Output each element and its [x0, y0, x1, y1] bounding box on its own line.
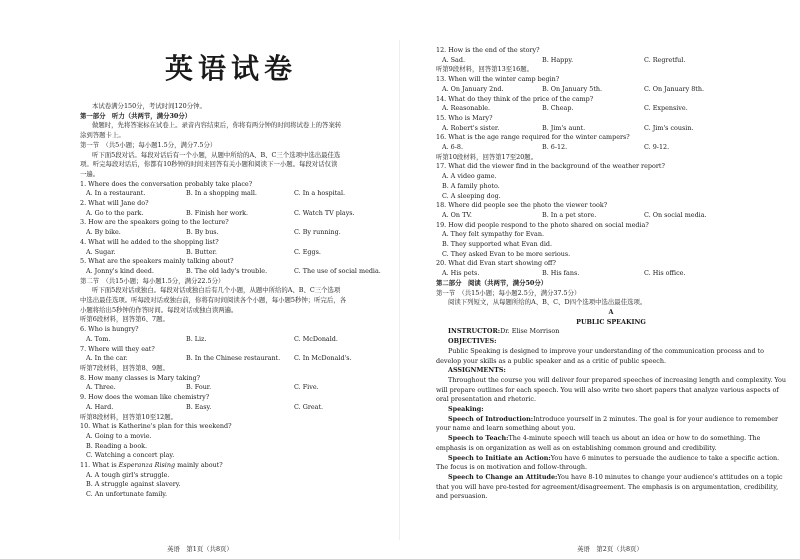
- options-row: [436, 85, 786, 95]
- option-a: A. They felt sympathy for Evan.: [442, 230, 544, 239]
- question-2: [80, 199, 382, 218]
- speech-text: Introduce yourself in 2 minutes. The goal is for your audience to remember your name and learn something about you.: [436, 414, 779, 433]
- part2-section1-instruction: 阅读下列短文，从每题所给的A、B、C、D四个选项中选出最佳选项。: [448, 298, 647, 307]
- material-label: 听第9段材料，回答第13至16题。: [436, 65, 534, 74]
- question-8: [80, 374, 382, 393]
- question-15: [436, 114, 786, 133]
- options-row: [80, 228, 382, 238]
- material-label: 听第8段材料，回答第10至12题。: [80, 412, 178, 421]
- question-text: 20. What did Evan start showing off?: [436, 259, 556, 268]
- question-text: 6. Who is hungry?: [80, 325, 139, 334]
- option-c: C. Watching a concert play.: [86, 451, 175, 460]
- option-c: C. Regretful.: [644, 55, 686, 64]
- question-text: 14. What do they think of the price of the camp?: [436, 94, 594, 103]
- option-c: C. 9-12.: [644, 143, 670, 152]
- option-b: B. Finish her work.: [186, 208, 249, 217]
- option-c: C. In a hospital.: [294, 189, 346, 198]
- option-b: B. A struggle against slavery.: [86, 480, 181, 489]
- options-row: [80, 209, 382, 219]
- question-text: [80, 461, 382, 471]
- option-b: B. 6-12.: [542, 143, 568, 152]
- objectives-label: OBJECTIVES:: [448, 337, 497, 346]
- option-a: A. On January 2nd.: [442, 84, 504, 93]
- section2-instruction: 小题将给出5秒钟的作答时间。每段对话或独白读两遍。: [80, 305, 238, 314]
- question-9: [80, 393, 382, 412]
- option-c: C. On social media.: [644, 210, 707, 219]
- option-b: B. Liz.: [186, 334, 207, 343]
- speech-initiate-action: [436, 454, 786, 473]
- option-b: B. They supported what Evan did.: [442, 240, 552, 249]
- options-row: [80, 354, 382, 364]
- option-a: A. On TV.: [442, 210, 472, 219]
- option-b: B. Reading a book.: [86, 441, 148, 450]
- speech-introduction: [436, 415, 786, 434]
- part2-section1-heading: 第一节 （共15小题；每小题2.5分，满分37.5分）: [436, 288, 581, 297]
- question-text: 15. Who is Mary?: [436, 113, 493, 122]
- option-a: A. Jonny's kind deed.: [86, 266, 154, 275]
- question-text: 10. What is Katherine's plan for this weekend?: [80, 422, 232, 431]
- material-label: 听第6段材料，回答第6、7题。: [80, 315, 169, 324]
- question-17: [436, 162, 786, 201]
- reading-passage-a: [436, 308, 786, 502]
- question-19: [436, 221, 786, 260]
- option-b: B. Butter.: [186, 247, 217, 256]
- option-c: C. His office.: [644, 269, 686, 278]
- question-6: [80, 325, 382, 344]
- option-b: B. Happy.: [542, 55, 574, 64]
- book-title: Esperanza Rising: [118, 461, 176, 470]
- option-c: C. By running.: [294, 228, 341, 237]
- option-c: C. In McDonald's.: [294, 354, 352, 363]
- option-a: A. His pets.: [442, 269, 480, 278]
- exam-intro: 本试卷满分150分，考试时间120分钟。: [92, 102, 206, 110]
- section2-heading: 第二节 （共15小题；每小题1.5分，满分22.5分）: [80, 276, 225, 285]
- question-text: 16. What is the age range required for the winter campers?: [436, 133, 630, 142]
- speaking-label: Speaking:: [448, 405, 484, 414]
- option-c: C. A sleeping dog.: [442, 191, 501, 200]
- question-16: [436, 133, 786, 152]
- option-c: C. Eggs.: [294, 247, 321, 256]
- options-row: [436, 56, 786, 66]
- part2-heading: 第二部分 阅读（共两节，满分50分）: [436, 278, 548, 287]
- question-text: 8. How many classes is Mary taking?: [80, 373, 201, 382]
- option-b: B. The old lady's trouble.: [186, 266, 268, 275]
- option-b: B. A family photo.: [442, 181, 500, 190]
- question-20: [436, 259, 786, 278]
- option-c: C. On January 8th.: [644, 84, 705, 93]
- question-text: 18. Where did people see the photo the viewer took?: [436, 201, 608, 210]
- question-text: 2. What will Jane do?: [80, 199, 149, 208]
- section1-instruction: 一遍。: [80, 169, 100, 178]
- options-row: [80, 403, 382, 413]
- options-row: [436, 269, 786, 279]
- question-10: [80, 422, 382, 461]
- option-a: A. In a restaurant.: [86, 189, 146, 198]
- part1-instruction: 做题时，先将答案标在试卷上。录音内容结束后，你将有两分钟的时间将试卷上的答案转: [92, 121, 342, 130]
- section2-instruction: 中选出最佳选项。听每段对话或独白前，你将有时间阅读各个小题，每小题5秒钟；听完后，各: [80, 296, 347, 305]
- option-c: C. Great.: [294, 402, 324, 411]
- assignments-label: ASSIGNMENTS:: [448, 366, 506, 375]
- option-a: A. Tom.: [86, 334, 111, 343]
- question-18: [436, 201, 786, 220]
- question-text: 17. What did the viewer find in the background of the weather report?: [436, 162, 665, 171]
- page-footer: 英语 第2页（共8页）: [577, 545, 643, 553]
- page-footer: 英语 第1页（共8页）: [167, 545, 233, 553]
- options-row: [80, 189, 382, 199]
- option-b: B. In the Chinese restaurant.: [186, 354, 281, 363]
- material-label: 听第10段材料，回答第17至20题。: [436, 152, 538, 161]
- section2-instruction: 听下面5段对话或独白。每段对话或独白后有几个小题，从题中所给的A、B、C三个选项: [92, 286, 341, 295]
- option-c: C. An unfortunate family.: [86, 490, 168, 499]
- speech-label: Speech of Introduction:: [448, 414, 534, 423]
- part1-heading: 第一部分 听力（共两节，满分30分）: [80, 111, 192, 120]
- speech-label: Speech to Change an Attitude:: [448, 472, 558, 481]
- question-text: 5. What are the speakers mainly talking about?: [80, 257, 234, 266]
- speech-text: The 4-minute speech will teach us about an idea or how to do something. The emphasis is on organization as well as on establishing common ground and credibility.: [436, 434, 761, 452]
- option-a: A. Sad.: [442, 55, 465, 64]
- speech-text: You have 6 minutes to persuade the audience to take a specific action. The focus is on motivation and follow-through.: [436, 453, 780, 472]
- question-text: 4. What will he added to the shopping list?: [80, 237, 219, 246]
- option-a: A. Sugar.: [86, 247, 116, 256]
- page-2: [400, 0, 800, 559]
- question-text: 13. When will the winter camp begin?: [436, 75, 560, 84]
- section1-instruction: 项。听完每段对话后，你都有10秒钟的时间来回答有关小题和阅读下一小题。每段对话仅读: [80, 160, 338, 169]
- question-text: 19. How did people respond to the photo shared on social media?: [436, 220, 649, 229]
- page-title: 英语试卷: [164, 52, 297, 85]
- question-text-end: mainly about?: [175, 461, 223, 470]
- speech-text: You have 8-10 minutes to change your audience's attitudes on a topic that you will have pre-tested for agreement/disagreement. The emphasis is on argumentation, credibility, and persuasion.: [436, 472, 783, 501]
- assignments-text: Throughout the course you will deliver four prepared speeches of increasing length and complexity. You will prepare outlines for each speech. You will also write two short papers that analyze various aspects of oral presentation and rhetoric.: [436, 375, 786, 404]
- option-b: B. By bus.: [186, 228, 219, 237]
- option-b: B. Easy.: [186, 402, 212, 411]
- question-text: 1. Where does the conversation probably take place?: [80, 179, 253, 188]
- option-b: B. Cheap.: [542, 104, 574, 113]
- option-c: C. They asked Evan to be more serious.: [442, 249, 571, 258]
- question-text: 9. How does the woman like chemistry?: [80, 393, 210, 402]
- option-a: A. By bike.: [86, 228, 121, 237]
- question-text: 7. Where will they eat?: [80, 344, 155, 353]
- option-a: A. Robert's sister.: [442, 123, 500, 132]
- option-b: B. His fans.: [542, 269, 580, 278]
- instructor-label: INSTRUCTOR:: [448, 327, 501, 336]
- options-row: [80, 267, 382, 277]
- option-c: C. Watch TV plays.: [294, 208, 355, 217]
- question-13: [436, 75, 786, 94]
- objectives-text: Public Speaking is designed to improve your understanding of the communication process and to develop your skills as a public speaker and as a critic of public speech.: [436, 346, 764, 365]
- option-c: C. Jim's cousin.: [644, 123, 694, 132]
- question-7: [80, 345, 382, 364]
- options-row: [436, 143, 786, 153]
- option-c: C. The use of social media.: [294, 266, 381, 275]
- part1-instruction: 涂到答题卡上。: [80, 131, 125, 140]
- question-11: [80, 461, 382, 500]
- passage-letter: A: [608, 307, 614, 316]
- speech-teach: [436, 434, 786, 453]
- options-row: [436, 104, 786, 114]
- instructor-name: Dr. Elise Morrison: [500, 327, 560, 336]
- option-c: C. Expensive.: [644, 104, 688, 113]
- question-1: [80, 180, 382, 199]
- option-a: A. 6-8.: [442, 143, 464, 152]
- options-row: [80, 248, 382, 258]
- question-4: [80, 238, 382, 257]
- question-text: 3. How are the speakers going to the lecture?: [80, 218, 229, 227]
- option-c: C. Five.: [294, 383, 319, 392]
- question-12: [436, 46, 786, 65]
- speech-label: Speech to Teach:: [448, 434, 509, 443]
- section1-instruction: 听下面5段对话。每段对话后有一个小题，从题中所给的A、B、C三个选项中选出最佳选: [92, 150, 341, 159]
- speech-change-attitude: [436, 473, 786, 502]
- question-14: [436, 95, 786, 114]
- speech-label: Speech to Initiate an Action:: [448, 453, 551, 462]
- option-a: A. Go to the park.: [86, 208, 144, 217]
- section1-heading: 第一节 （共5小题；每小题1.5分，满分7.5分）: [80, 140, 217, 149]
- option-a: A. A tough girl's struggle.: [86, 470, 170, 479]
- material-label: 听第7段材料，回答第8、9题。: [80, 363, 169, 372]
- option-a: A. A video game.: [442, 172, 497, 181]
- question-3: [80, 218, 382, 237]
- option-b: B. In a shopping mall.: [186, 189, 257, 198]
- option-a: A. Three.: [86, 383, 116, 392]
- option-a: A. Hard.: [86, 402, 114, 411]
- option-b: B. Four.: [186, 383, 212, 392]
- option-b: B. On January 5th.: [542, 84, 603, 93]
- passage-title: PUBLIC SPEAKING: [576, 317, 646, 326]
- question-5: [80, 257, 382, 276]
- options-row: [436, 124, 786, 134]
- options-row: [80, 335, 382, 345]
- option-a: A. Going to a movie.: [86, 431, 152, 440]
- instructor-line: [436, 327, 786, 337]
- option-a: A. In the car.: [86, 354, 128, 363]
- option-a: A. Reasonable.: [442, 104, 491, 113]
- question-text-start: 11. What is: [80, 461, 119, 470]
- question-text: 12. How is the end of the story?: [436, 46, 540, 54]
- options-row: [436, 211, 786, 221]
- option-b: B. In a pet store.: [542, 210, 597, 219]
- options-row: [80, 383, 382, 393]
- option-b: B. Jim's aunt.: [542, 123, 586, 132]
- option-c: C. McDonald.: [294, 334, 338, 343]
